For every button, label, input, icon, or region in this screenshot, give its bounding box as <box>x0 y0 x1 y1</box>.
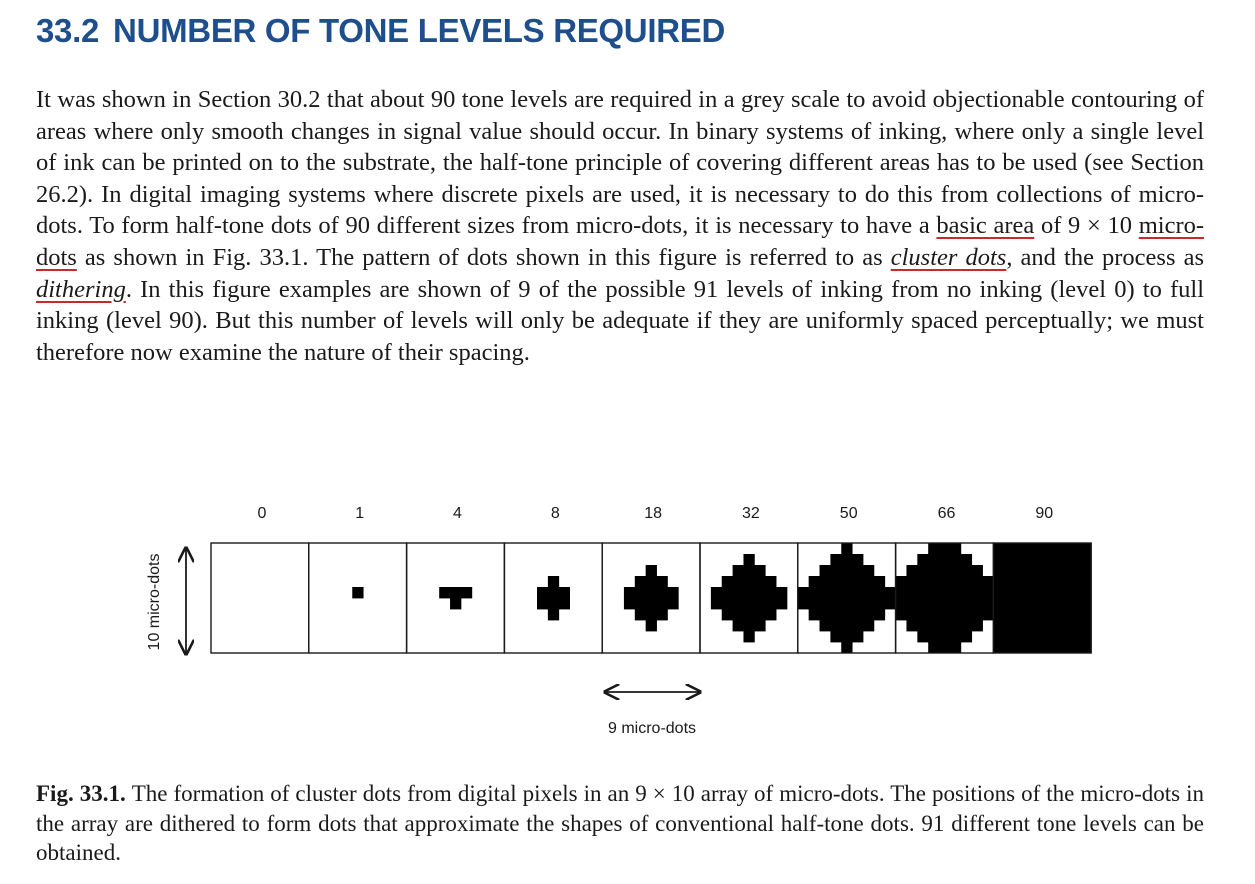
paragraph-text-1: It was shown in Section 30.2 that about 90 tone levels are required in a grey scale to avoid objectionable contouring of areas where only smooth changes in signal value should occur. In binary systems of inking, where only a single level of ink can be printed on to the substrate, the half-tone principle of covering different areas has to be used (see Section 26.2). In digital imaging systems where discrete pixels are used, it is necessary to do this from collections of micro-dots. To form half-tone dots of 90 different sizes from micro-dots, it is necessary to have a <box>36 86 1204 240</box>
caption-label: Fig. 33.1. <box>36 781 126 806</box>
section-number: 33.2 <box>36 12 100 49</box>
dot-cell-0 <box>211 543 309 653</box>
level-label-32: 32 <box>742 505 760 522</box>
term-basic-area: basic area <box>936 212 1035 240</box>
term-cluster-dots: cluster dots <box>890 243 1007 271</box>
paragraph-text-2: of 9 × 10 <box>1034 212 1139 240</box>
dot-cells <box>211 543 1092 653</box>
vertical-dimension-label: 10 micro-dots <box>146 553 163 651</box>
level-label-8: 8 <box>550 505 560 522</box>
level-label-90: 90 <box>1035 505 1054 522</box>
figure-caption <box>36 779 1204 868</box>
level-label-1: 1 <box>355 505 365 522</box>
term-micro-dots: micro-dots <box>36 212 1205 271</box>
section-title: NUMBER OF TONE LEVELS REQUIRED <box>113 12 725 49</box>
level-label-66: 66 <box>937 505 956 522</box>
dot-cell-8 <box>504 543 602 653</box>
dot-cell-1 <box>309 543 407 653</box>
level-labels <box>257 505 1053 522</box>
level-label-0: 0 <box>257 505 267 522</box>
dot-cell-66 <box>896 543 994 653</box>
dot-cell-90 <box>993 543 1091 653</box>
level-label-4: 4 <box>453 505 462 522</box>
paragraph-text-3: as shown in Fig. 33.1. The pattern of dots shown in this figure is referred to as <box>76 243 891 271</box>
dot-cell-32 <box>700 543 798 653</box>
paragraph-text-4: , and the process as <box>1006 243 1204 271</box>
dot-cell-50 <box>798 543 896 653</box>
caption-text: The formation of cluster dots from digital pixels in an 9 × 10 array of micro-dots. The positions of the micro-dots in the array are dithered to form dots that approximate the shapes of conventional half-tone dots. 91 different tone levels can be obtained. <box>36 781 1204 865</box>
dot-cell-18 <box>602 543 700 653</box>
horizontal-dimension-label: 9 micro-dots <box>607 720 697 737</box>
paragraph-text-5: . In this figure examples are shown of 9 of the possible 91 levels of inking from no inking (level 0) to full inking (level 90). But this number of levels will only be adequate if they are uniformly spaced perceptually; we must therefore now examine the nature of their spacing. <box>36 275 1204 366</box>
term-dithering: dithering <box>36 275 126 303</box>
dot-cell-4 <box>407 543 505 653</box>
level-label-18: 18 <box>644 505 662 522</box>
level-label-50: 50 <box>839 505 858 522</box>
